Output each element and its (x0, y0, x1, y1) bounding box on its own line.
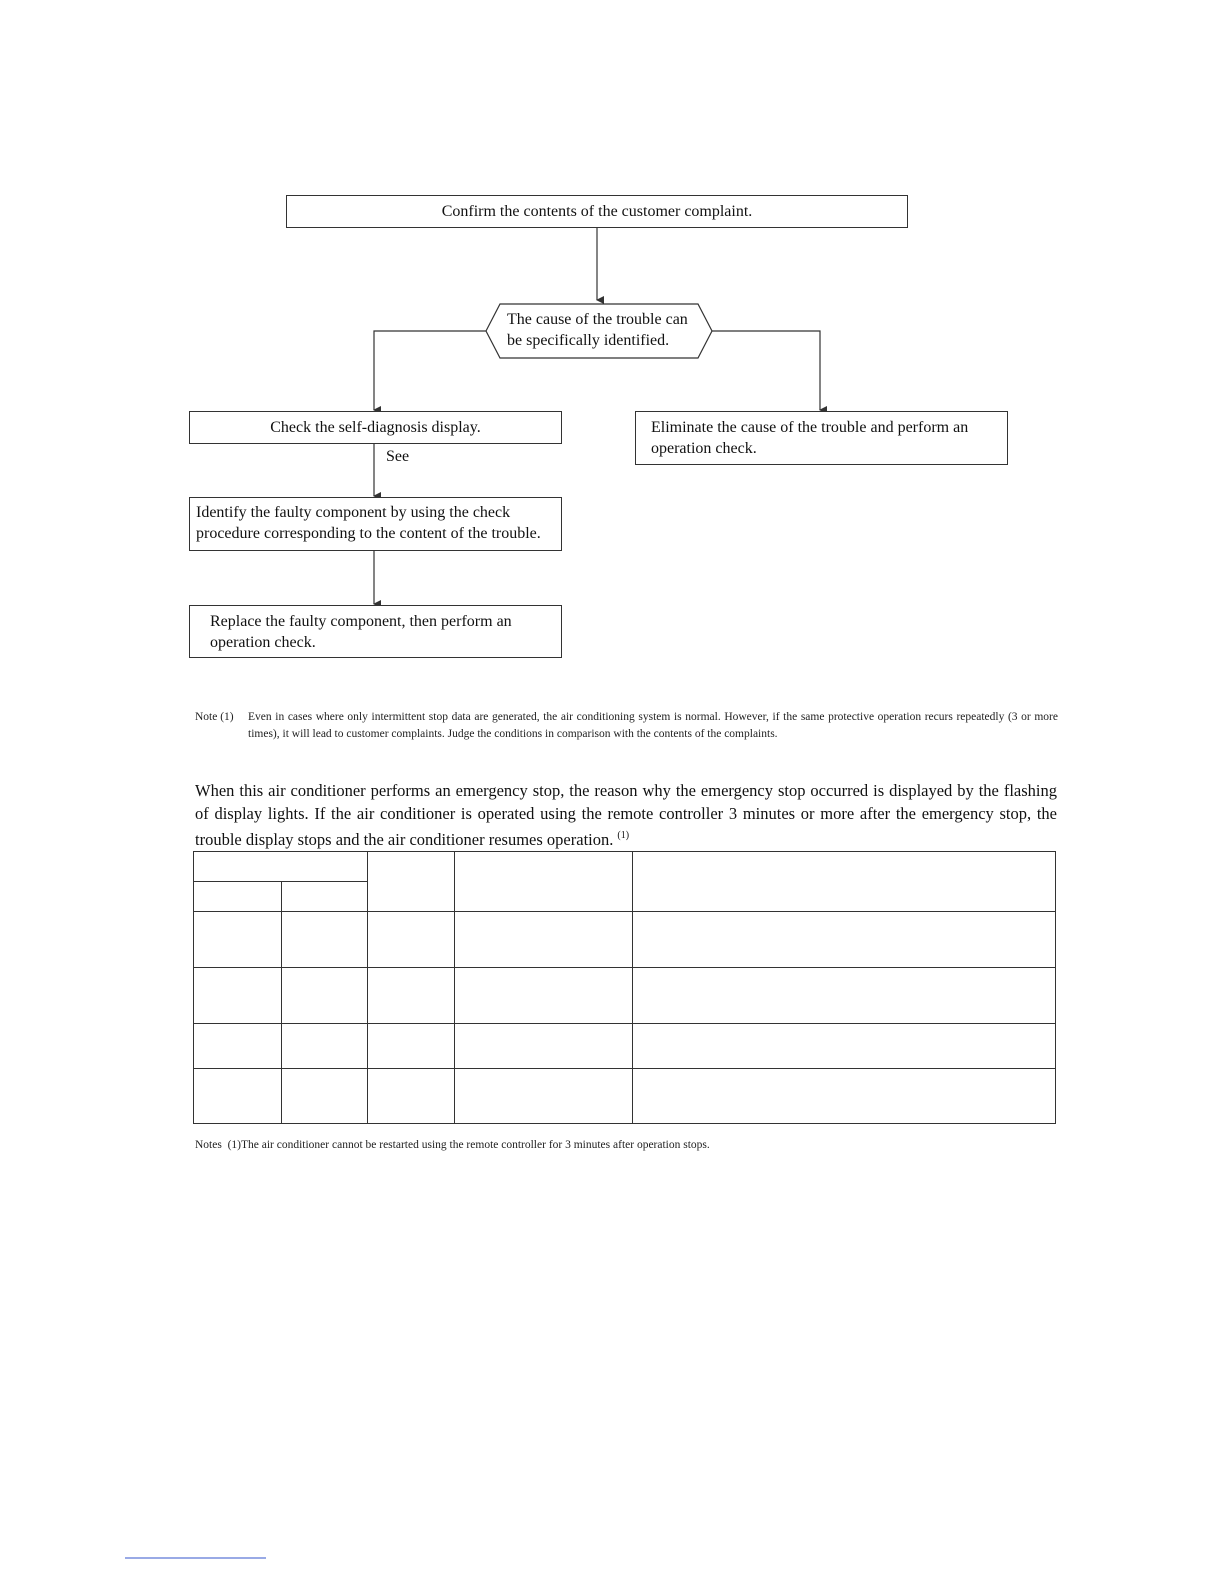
eliminate-cause-box (635, 411, 1008, 465)
table-cell (282, 912, 368, 968)
check-self-diagnosis-text: Check the self-diagnosis display. (270, 419, 481, 436)
table-cell (282, 1024, 368, 1069)
table-cell (194, 1024, 282, 1069)
table-header-cell (194, 882, 282, 912)
table-row (194, 968, 1056, 1024)
table-cell (282, 968, 368, 1024)
table-cell (368, 912, 455, 968)
decision-text: The cause of the trouble can be specifically identified. (507, 311, 688, 349)
start-text: Confirm the contents of the customer complaint. (441, 203, 753, 220)
table-header-cell (455, 852, 633, 912)
table-cell (194, 912, 282, 968)
arrow-decision-to-right (710, 331, 820, 410)
table-row (194, 1069, 1056, 1124)
start-box (286, 195, 908, 228)
footnote-marker: (1) (617, 830, 630, 841)
replace-component-box (189, 605, 562, 658)
identify-component-text: Identify the faulty component by using the check procedure corresponding to the content of the trouble. (196, 504, 541, 542)
table-cell (368, 1024, 455, 1069)
table-cell (633, 1024, 1056, 1069)
table-header-cell (633, 852, 1056, 912)
notes-2-text: Notes (1)The air conditioner cannot be restarted using the remote controller for 3 minutes after operation stops. (195, 1139, 710, 1151)
table-cell (368, 968, 455, 1024)
check-self-diagnosis-box (189, 411, 562, 444)
table-cell (455, 1069, 633, 1124)
table-header-cell (194, 852, 368, 882)
table-cell (633, 968, 1056, 1024)
table-cell (194, 968, 282, 1024)
table-cell (282, 1069, 368, 1124)
see-label: See (386, 448, 410, 465)
table-header-cell (282, 882, 368, 912)
emergency-stop-paragraph-text: When this air conditioner performs an emergency stop, the reason why the emergency stop occurred is displayed by the flashing of display lights. If the air conditioner is operated using the remote controller 3 minutes or more after the emergency stop, the trouble display stops and the air conditioner resumes operation. (195, 781, 1057, 849)
table-cell (455, 968, 633, 1024)
table-row (194, 1024, 1056, 1069)
table-cell (455, 912, 633, 968)
note-1-text: Even in cases where only intermittent stop data are generated, the air conditioning system is normal. However, if the same protective operation recurs repeatedly (3 or more times), it will lead to customer complaints. Judge the conditions in comparison with the contents of the complaints. (248, 711, 1058, 740)
eliminate-cause-text: Eliminate the cause of the trouble and perform an operation check. (651, 419, 969, 457)
trouble-display-table (193, 851, 1056, 1124)
table-cell (368, 1069, 455, 1124)
table-row (194, 912, 1056, 968)
table-cell (633, 912, 1056, 968)
table-header-row (194, 852, 1056, 882)
table-cell (633, 1069, 1056, 1124)
identify-component-box (189, 497, 562, 551)
emergency-stop-paragraph (195, 780, 1057, 852)
replace-component-text: Replace the faulty component, then perform an operation check. (210, 613, 512, 651)
arrow-decision-to-left (374, 331, 487, 410)
table-cell (194, 1069, 282, 1124)
table-cell (455, 1024, 633, 1069)
note-1-label: Note (1) (195, 711, 234, 723)
table-header-cell (368, 852, 455, 912)
